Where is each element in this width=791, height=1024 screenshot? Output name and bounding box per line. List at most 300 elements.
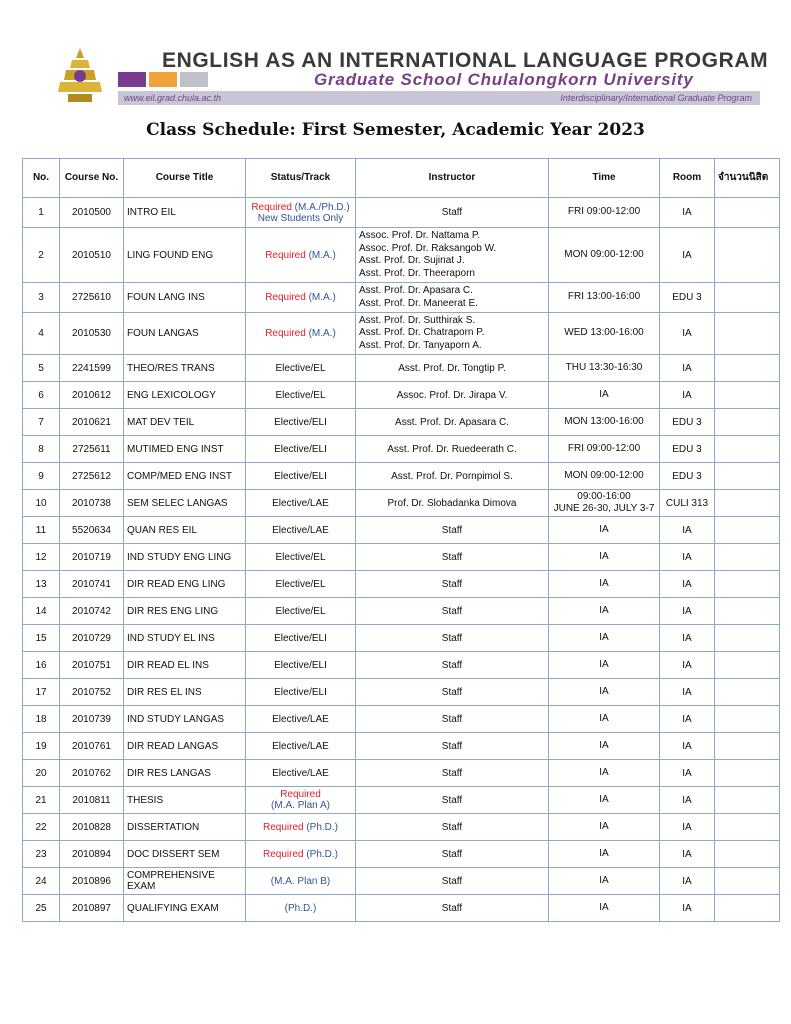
status-track — [246, 517, 356, 544]
time-text: IA — [599, 874, 609, 886]
instructor — [356, 436, 549, 463]
time — [549, 841, 660, 868]
course-number: 2725610 — [60, 283, 124, 313]
instructor-name: Asst. Prof. Dr. Apasara C. — [395, 416, 509, 428]
room: IA — [660, 382, 715, 409]
column-header: Instructor — [356, 159, 549, 198]
instructor — [356, 382, 549, 409]
chulalongkorn-seal-icon — [50, 46, 110, 106]
brand-bar — [180, 72, 208, 87]
time — [549, 355, 660, 382]
column-header: Course No. — [60, 159, 124, 198]
time-text: IA — [599, 793, 609, 805]
student-count — [715, 706, 780, 733]
time-text: IA — [599, 631, 609, 643]
row-number: 25 — [23, 895, 60, 922]
room: EDU 3 — [660, 409, 715, 436]
student-count — [715, 517, 780, 544]
time — [549, 571, 660, 598]
instructor — [356, 228, 549, 283]
program-name: ENGLISH AS AN INTERNATIONAL LANGUAGE PROGRAM — [162, 49, 769, 72]
time-text: IA — [599, 388, 609, 400]
course-title: THESIS — [124, 787, 246, 814]
instructor-name: Staff — [441, 767, 463, 779]
room: IA — [660, 760, 715, 787]
room: EDU 3 — [660, 283, 715, 313]
time — [549, 463, 660, 490]
course-title: ENG LEXICOLOGY — [124, 382, 246, 409]
row-number: 2 — [23, 228, 60, 283]
course-title: IND STUDY LANGAS — [124, 706, 246, 733]
table-row — [23, 679, 780, 706]
course-title: COMP/MED ENG INST — [124, 463, 246, 490]
course-title: FOUN LANG INS — [124, 283, 246, 313]
instructor — [356, 544, 549, 571]
status-text: (M.A.) — [308, 328, 336, 339]
table-row — [23, 228, 780, 283]
room: IA — [660, 313, 715, 355]
instructor — [356, 814, 549, 841]
status-track — [246, 706, 356, 733]
instructor-name: Staff — [441, 659, 463, 671]
time — [549, 409, 660, 436]
time-text: IA — [599, 604, 609, 616]
table-row — [23, 283, 780, 313]
row-number: 12 — [23, 544, 60, 571]
table-row — [23, 868, 780, 895]
student-count — [715, 198, 780, 228]
instructor — [356, 841, 549, 868]
instructor-name: Prof. Dr. Slobadanka Dimova — [387, 497, 517, 509]
course-number: 2010811 — [60, 787, 124, 814]
status-text: (M.A.) — [308, 292, 336, 303]
status-text: Elective/ELI — [274, 659, 327, 671]
instructor-name: Assoc. Prof. Dr. Raksangob W. — [359, 242, 497, 254]
status-text: Required — [265, 292, 309, 303]
time-text: 09:00-16:00 — [577, 490, 631, 502]
time-text: IA — [599, 901, 609, 913]
time — [549, 706, 660, 733]
table-row — [23, 706, 780, 733]
row-number: 11 — [23, 517, 60, 544]
instructor — [356, 868, 549, 895]
room: IA — [660, 868, 715, 895]
instructor-name: Asst. Prof. Dr. Tanyaporn A. — [359, 339, 482, 351]
table-row — [23, 463, 780, 490]
instructor — [356, 490, 549, 517]
time-text: FRI 09:00-12:00 — [567, 442, 641, 454]
room: IA — [660, 228, 715, 283]
status-text: Elective/EL — [275, 362, 326, 374]
status-track — [246, 382, 356, 409]
course-number: 2010741 — [60, 571, 124, 598]
status-track — [246, 490, 356, 517]
course-number: 2010719 — [60, 544, 124, 571]
room: IA — [660, 841, 715, 868]
student-count — [715, 652, 780, 679]
time — [549, 490, 660, 517]
time — [549, 436, 660, 463]
room: IA — [660, 895, 715, 922]
time-text: MON 13:00-16:00 — [564, 415, 644, 427]
time-text: FRI 13:00-16:00 — [567, 291, 641, 303]
table-row — [23, 490, 780, 517]
row-number: 8 — [23, 436, 60, 463]
time — [549, 679, 660, 706]
time — [549, 517, 660, 544]
course-title: DIR RES EL INS — [124, 679, 246, 706]
room: IA — [660, 517, 715, 544]
row-number: 18 — [23, 706, 60, 733]
row-number: 13 — [23, 571, 60, 598]
course-title: DOC DISSERT SEM — [124, 841, 246, 868]
instructor-name: Staff — [441, 902, 463, 914]
instructor-name: Staff — [441, 632, 463, 644]
time-text: IA — [599, 685, 609, 697]
course-title: LING FOUND ENG — [124, 228, 246, 283]
time-text: IA — [599, 712, 609, 724]
time-text: IA — [599, 766, 609, 778]
student-count — [715, 463, 780, 490]
instructor-name: Staff — [441, 848, 463, 860]
student-count — [715, 814, 780, 841]
course-number: 2010894 — [60, 841, 124, 868]
table-row — [23, 814, 780, 841]
course-number: 2010738 — [60, 490, 124, 517]
row-number: 21 — [23, 787, 60, 814]
status-track — [246, 409, 356, 436]
course-title: MUTIMED ENG INST — [124, 436, 246, 463]
program-tagline: Interdisciplinary/International Graduate Program — [560, 93, 752, 103]
student-count — [715, 382, 780, 409]
time — [549, 382, 660, 409]
course-title: DIR RES LANGAS — [124, 760, 246, 787]
time-text: FRI 09:00-12:00 — [567, 206, 641, 218]
time-text: WED 13:00-16:00 — [564, 327, 644, 339]
table-row — [23, 313, 780, 355]
status-text: (M.A. Plan B) — [270, 875, 331, 887]
instructor — [356, 895, 549, 922]
student-count — [715, 571, 780, 598]
table-row — [23, 544, 780, 571]
schedule-table — [22, 158, 780, 922]
instructor — [356, 313, 549, 355]
time-text: MON 09:00-12:00 — [564, 469, 644, 481]
status-track — [246, 283, 356, 313]
status-text: (Ph.D.) — [306, 848, 339, 860]
course-number: 2010762 — [60, 760, 124, 787]
row-number: 20 — [23, 760, 60, 787]
time — [549, 814, 660, 841]
instructor-name: Asst. Prof. Dr. Apasara C. — [359, 285, 473, 296]
table-row — [23, 355, 780, 382]
room: IA — [660, 787, 715, 814]
room: IA — [660, 733, 715, 760]
status-track — [246, 814, 356, 841]
row-number: 7 — [23, 409, 60, 436]
course-number: 2010828 — [60, 814, 124, 841]
course-title: FOUN LANGAS — [124, 313, 246, 355]
status-text: Elective/EL — [275, 551, 326, 563]
instructor-name: Staff — [441, 207, 463, 218]
instructor-name: Staff — [441, 713, 463, 725]
time — [549, 868, 660, 895]
row-number: 6 — [23, 382, 60, 409]
status-text: New Students Only — [257, 212, 344, 224]
status-text: (Ph.D.) — [284, 902, 317, 914]
row-number: 9 — [23, 463, 60, 490]
course-title: QUALIFYING EXAM — [124, 895, 246, 922]
instructor — [356, 198, 549, 228]
time — [549, 733, 660, 760]
course-number: 2010896 — [60, 868, 124, 895]
course-number: 2725612 — [60, 463, 124, 490]
room: IA — [660, 355, 715, 382]
status-text: (M.A./Ph.D.) — [294, 201, 350, 213]
time — [549, 652, 660, 679]
room: IA — [660, 625, 715, 652]
brand-bar — [118, 72, 146, 87]
student-count — [715, 625, 780, 652]
table-row — [23, 625, 780, 652]
instructor — [356, 679, 549, 706]
course-title: IND STUDY EL INS — [124, 625, 246, 652]
instructor — [356, 625, 549, 652]
course-title: DIR READ EL INS — [124, 652, 246, 679]
room: IA — [660, 198, 715, 228]
room: IA — [660, 598, 715, 625]
student-count — [715, 841, 780, 868]
status-text: Elective/LAE — [272, 740, 329, 752]
course-title: MAT DEV TEIL — [124, 409, 246, 436]
student-count — [715, 228, 780, 283]
course-number: 2010621 — [60, 409, 124, 436]
student-count — [715, 313, 780, 355]
brand-bar — [149, 72, 177, 87]
room: EDU 3 — [660, 436, 715, 463]
column-header: Course Title — [124, 159, 246, 198]
status-text: (M.A. Plan A) — [271, 800, 330, 811]
course-number: 2010530 — [60, 313, 124, 355]
status-text: Required — [265, 249, 309, 261]
course-number: 2010729 — [60, 625, 124, 652]
status-text: Elective/LAE — [272, 713, 329, 725]
instructor — [356, 598, 549, 625]
instructor-name: Staff — [441, 524, 463, 536]
instructor — [356, 409, 549, 436]
instructor — [356, 652, 549, 679]
student-count — [715, 868, 780, 895]
course-title: SEM SELEC LANGAS — [124, 490, 246, 517]
status-track — [246, 625, 356, 652]
instructor — [356, 463, 549, 490]
instructor-name: Assoc. Prof. Dr. Nattama P. — [359, 230, 480, 241]
student-count — [715, 409, 780, 436]
row-number: 1 — [23, 198, 60, 228]
status-text: Elective/ELI — [274, 686, 327, 698]
course-number: 2010752 — [60, 679, 124, 706]
status-track — [246, 787, 356, 814]
time — [549, 283, 660, 313]
course-title: INTRO EIL — [124, 198, 246, 228]
row-number: 17 — [23, 679, 60, 706]
course-title: DIR READ ENG LING — [124, 571, 246, 598]
status-track — [246, 652, 356, 679]
table-row — [23, 436, 780, 463]
status-text: Elective/ELI — [274, 632, 327, 644]
status-text: Elective/EL — [275, 578, 326, 590]
instructor — [356, 571, 549, 598]
room: IA — [660, 814, 715, 841]
instructor-name: Asst. Prof. Dr. Sutthirak S. — [359, 314, 476, 326]
status-track — [246, 733, 356, 760]
status-track — [246, 841, 356, 868]
course-title: QUAN RES EIL — [124, 517, 246, 544]
course-number: 2010742 — [60, 598, 124, 625]
status-text: Elective/LAE — [272, 497, 329, 509]
student-count — [715, 355, 780, 382]
time-text: IA — [599, 739, 609, 751]
status-track — [246, 228, 356, 283]
instructor-name: Staff — [441, 821, 463, 833]
table-row — [23, 841, 780, 868]
website-url: www.eil.grad.chula.ac.th — [124, 93, 222, 103]
table-row — [23, 198, 780, 228]
table-row — [23, 598, 780, 625]
course-number: 2010510 — [60, 228, 124, 283]
status-track — [246, 760, 356, 787]
room: IA — [660, 706, 715, 733]
course-number: 5520634 — [60, 517, 124, 544]
course-title: DISSERTATION — [124, 814, 246, 841]
course-title: DIR READ LANGAS — [124, 733, 246, 760]
instructor-name: Assoc. Prof. Dr. Jirapa V. — [396, 389, 508, 401]
status-track — [246, 598, 356, 625]
time — [549, 598, 660, 625]
time-text: IA — [599, 847, 609, 859]
room: IA — [660, 544, 715, 571]
student-count — [715, 544, 780, 571]
instructor-name: Asst. Prof. Dr. Pornpimol S. — [391, 470, 513, 482]
table-row — [23, 571, 780, 598]
table-row — [23, 787, 780, 814]
student-count — [715, 283, 780, 313]
status-text: Required — [262, 848, 307, 860]
course-number: 2725611 — [60, 436, 124, 463]
course-number: 2010612 — [60, 382, 124, 409]
course-title: THEO/RES TRANS — [124, 355, 246, 382]
status-text: Elective/LAE — [272, 524, 329, 536]
status-track — [246, 355, 356, 382]
time — [549, 198, 660, 228]
status-text: (Ph.D.) — [306, 821, 339, 833]
row-number: 4 — [23, 313, 60, 355]
instructor — [356, 517, 549, 544]
instructor-name: Asst. Prof. Dr. Sujinat J. — [359, 255, 465, 266]
instructor — [356, 787, 549, 814]
status-text: (M.A.) — [308, 249, 336, 261]
status-text: Elective/EL — [275, 605, 326, 617]
status-track — [246, 895, 356, 922]
room: IA — [660, 679, 715, 706]
table-row — [23, 733, 780, 760]
room: IA — [660, 652, 715, 679]
page-title: Class Schedule: First Semester, Academic Year 2023 — [146, 120, 645, 140]
course-title: COMPREHENSIVE EXAM — [124, 868, 246, 895]
column-header: จำนวนนิสิต — [715, 159, 780, 198]
instructor — [356, 355, 549, 382]
table-row — [23, 382, 780, 409]
column-header: Room — [660, 159, 715, 198]
table-row — [23, 409, 780, 436]
student-count — [715, 436, 780, 463]
instructor-name: Asst. Prof. Dr. Ruedeerath C. — [387, 443, 517, 455]
time-text: IA — [599, 577, 609, 589]
row-number: 22 — [23, 814, 60, 841]
course-number: 2010739 — [60, 706, 124, 733]
row-number: 5 — [23, 355, 60, 382]
instructor-name: Asst. Prof. Dr. Chatraporn P. — [359, 327, 485, 339]
row-number: 19 — [23, 733, 60, 760]
instructor-name: Asst. Prof. Dr. Tongtip P. — [398, 362, 506, 374]
status-track — [246, 198, 356, 228]
time-text: MON 09:00-12:00 — [564, 248, 644, 260]
time-text: IA — [599, 820, 609, 832]
room: IA — [660, 571, 715, 598]
status-text: Required — [262, 821, 307, 833]
row-number: 10 — [23, 490, 60, 517]
room: EDU 3 — [660, 463, 715, 490]
course-number: 2010761 — [60, 733, 124, 760]
student-count — [715, 490, 780, 517]
status-track — [246, 463, 356, 490]
school-name: Graduate School Chulalongkorn University — [314, 70, 694, 89]
status-track — [246, 571, 356, 598]
course-number: 2010897 — [60, 895, 124, 922]
time-text: IA — [599, 550, 609, 562]
course-number: 2241599 — [60, 355, 124, 382]
instructor — [356, 760, 549, 787]
row-number: 15 — [23, 625, 60, 652]
status-text: Required — [265, 328, 309, 339]
status-text: Required — [251, 201, 295, 213]
instructor-name: Asst. Prof. Dr. Theeraporn — [359, 267, 475, 279]
student-count — [715, 760, 780, 787]
room: CULI 313 — [660, 490, 715, 517]
status-track — [246, 544, 356, 571]
instructor-name: Staff — [441, 794, 463, 806]
status-track — [246, 436, 356, 463]
instructor — [356, 706, 549, 733]
row-number: 24 — [23, 868, 60, 895]
row-number: 16 — [23, 652, 60, 679]
status-track — [246, 313, 356, 355]
table-row — [23, 517, 780, 544]
status-text: Required — [280, 789, 321, 800]
status-text: Elective/LAE — [272, 767, 329, 779]
instructor — [356, 283, 549, 313]
status-text: Elective/ELI — [274, 470, 327, 482]
status-text: Elective/EL — [275, 389, 326, 401]
time-text: THU 13:30-16:30 — [565, 361, 643, 373]
instructor-name: Staff — [441, 875, 463, 887]
status-text: Elective/ELI — [274, 416, 327, 428]
time — [549, 313, 660, 355]
table-row — [23, 652, 780, 679]
table-row — [23, 760, 780, 787]
column-header: Status/Track — [246, 159, 356, 198]
status-text: Elective/ELI — [274, 443, 327, 455]
